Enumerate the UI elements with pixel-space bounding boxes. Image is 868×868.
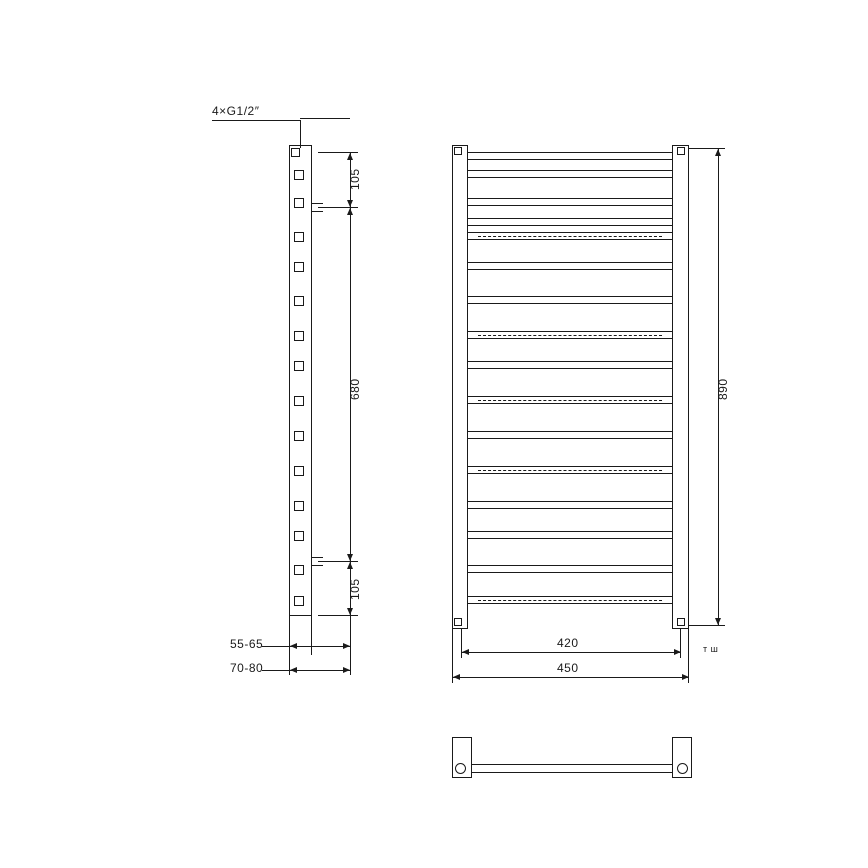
side-rung-end: [294, 396, 304, 406]
arrowhead-left: [462, 649, 469, 655]
arrowhead-right: [682, 674, 689, 680]
rung-centerline: [478, 236, 662, 237]
side-rung-end: [294, 232, 304, 242]
front-rung: [467, 501, 673, 509]
front-rung: [467, 198, 673, 206]
side-bracket-bottom-upper: [311, 557, 323, 558]
dim-line-450: [452, 677, 689, 678]
front-left-post-bottom: [452, 628, 468, 629]
rung-centerline: [478, 335, 662, 336]
side-rung-end: [294, 531, 304, 541]
dim-420: 420: [557, 636, 579, 650]
rung-centerline: [478, 470, 662, 471]
front-rung: [467, 152, 673, 160]
dim-105-bottom: 105: [348, 578, 362, 600]
side-rung-end: [294, 170, 304, 180]
thread-callout-leader: [212, 120, 300, 121]
ext-line-depth-mid: [311, 615, 312, 655]
side-bracket-top-upper: [311, 203, 323, 204]
front-right-port-top: [677, 147, 685, 155]
side-port-top: [291, 148, 300, 157]
side-rung-end: [294, 596, 304, 606]
front-left-post-outer: [452, 145, 453, 628]
dim-450: 450: [557, 661, 579, 675]
front-left-post-top: [452, 145, 468, 146]
top-left-port-circle: [455, 763, 466, 774]
rung-centerline: [478, 400, 662, 401]
front-rung: [467, 361, 673, 369]
arrowhead-right: [343, 667, 350, 673]
dim-55-65: 55-65: [230, 637, 264, 651]
dim-line-420: [461, 652, 681, 653]
side-bracket-top-edge: [311, 203, 312, 212]
side-rung-end: [294, 331, 304, 341]
dim-70-80: 70-80: [230, 661, 264, 675]
ext-line-890-bottom: [689, 625, 725, 626]
arrowhead-left: [453, 674, 460, 680]
dim-depth-note: т ш: [703, 644, 719, 654]
arrowhead-down: [347, 608, 353, 615]
side-rung-end: [294, 262, 304, 272]
side-rung-end: [294, 431, 304, 441]
side-rung-end: [294, 466, 304, 476]
side-tube-right-edge: [311, 145, 312, 615]
arrowhead-up: [715, 149, 721, 156]
top-rail-upper-edge: [472, 764, 672, 765]
arrowhead-right: [343, 643, 350, 649]
front-right-post-outer: [688, 145, 689, 628]
front-right-port-bottom: [677, 618, 685, 626]
dim-680: 680: [348, 378, 362, 400]
dim-line-55-65: [262, 646, 350, 647]
thread-callout-leader-vert: [300, 120, 301, 148]
side-tube-bottom-cap: [289, 615, 312, 616]
arrowhead-down: [715, 618, 721, 625]
side-rung-end: [294, 198, 304, 208]
dim-890: 890: [716, 378, 730, 400]
front-rung: [467, 262, 673, 270]
front-rung: [467, 218, 673, 226]
arrowhead-left: [290, 667, 297, 673]
side-rung-end: [294, 565, 304, 575]
front-right-post-top: [672, 145, 689, 146]
dim-thread-callout: 4×G1/2″: [212, 104, 260, 118]
dim-105-top: 105: [348, 168, 362, 190]
front-rung: [467, 565, 673, 573]
rung-centerline: [478, 600, 662, 601]
arrowhead-up: [347, 153, 353, 160]
side-bracket-bottom-lower: [311, 565, 323, 566]
front-left-port-bottom: [454, 618, 462, 626]
arrowhead-up: [347, 562, 353, 569]
ext-line-bottom: [318, 615, 358, 616]
front-left-port-top: [454, 147, 462, 155]
side-tube-left-edge: [289, 145, 290, 615]
side-rung-end: [294, 361, 304, 371]
arrowhead-up: [347, 208, 353, 215]
dim-line-70-80: [262, 670, 350, 671]
arrowhead-left: [290, 643, 297, 649]
side-bracket-bottom-edge: [311, 557, 312, 566]
front-rung: [467, 431, 673, 439]
front-rung: [467, 531, 673, 539]
side-rung-end: [294, 501, 304, 511]
arrowhead-right: [674, 649, 681, 655]
arrowhead-down: [347, 200, 353, 207]
side-rung-end: [294, 296, 304, 306]
ext-line-top-a: [300, 118, 350, 119]
side-bracket-top-lower: [311, 211, 323, 212]
top-right-port-circle: [677, 763, 688, 774]
front-rung: [467, 170, 673, 178]
ext-line-depth-right: [350, 615, 351, 675]
top-rail-lower-edge: [472, 772, 672, 773]
front-rung: [467, 296, 673, 304]
arrowhead-down: [347, 554, 353, 561]
